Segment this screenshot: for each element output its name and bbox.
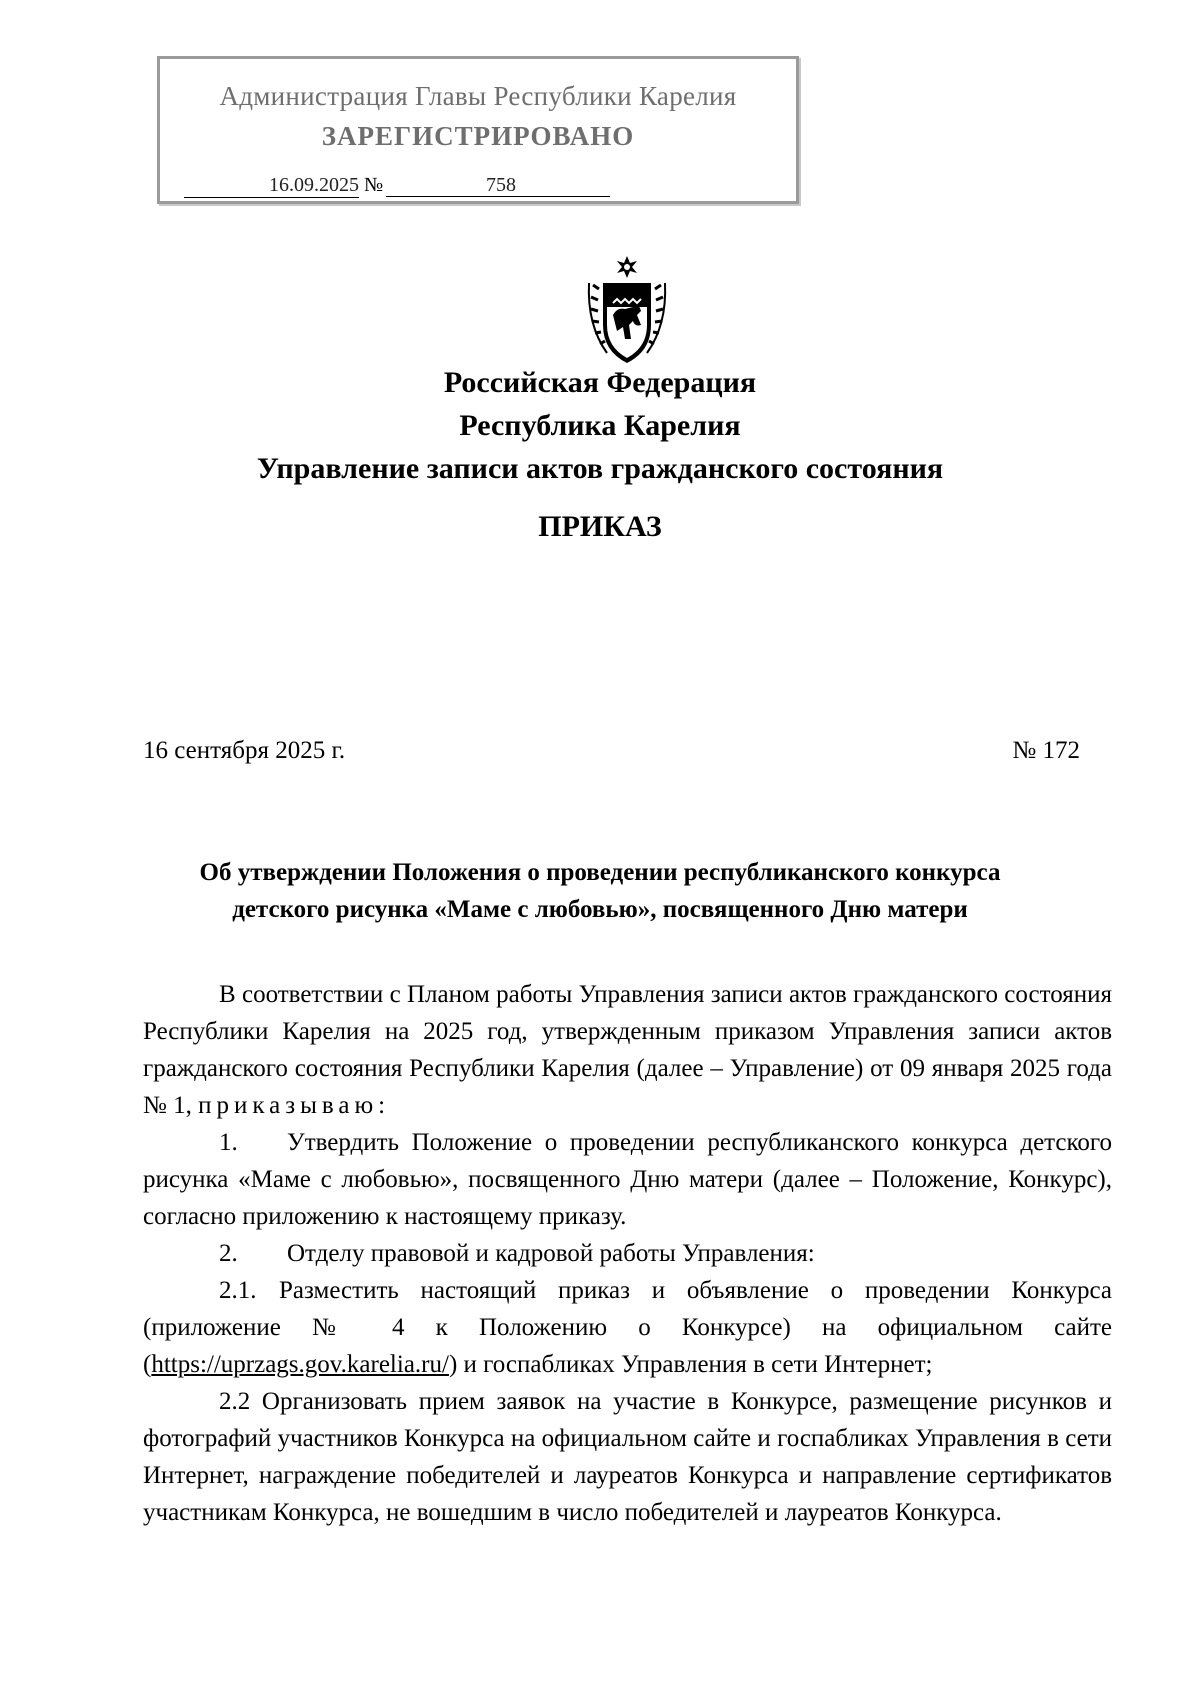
stamp-date: 16.09.2025 bbox=[184, 173, 359, 198]
item-2-2-text: 2.2 Организовать прием заявок на участие в Конкурсе, размещение рисунков и фотографий участников Конкурса на официальном сайте и госпабликах Управления в сети Интернет, награждение победителей и лауреатов Конкурса и направление сертификатов участникам Конкурса, не вошедшим в число победителей и лауреатов Конкурса. bbox=[143, 1388, 1112, 1526]
stamp-organization: Администрация Главы Республики Карелия bbox=[219, 81, 737, 111]
item-1-text: Утвердить Положение о проведении республиканского конкурса детского рисунка «Маме с любовью», посвященного Дню матери (далее – Положение, Конкурс), согласно приложению к настоящему приказу. bbox=[143, 1129, 1112, 1230]
header-agency: Управление записи актов гражданского состояния bbox=[256, 452, 944, 485]
stamp-number: 758 bbox=[386, 173, 610, 197]
item-1-number: 1. bbox=[219, 1129, 238, 1156]
item-2-2 bbox=[143, 1383, 1112, 1531]
item-1 bbox=[143, 1124, 1112, 1235]
official-site-link[interactable]: https://uprzags.gov.karelia.ru/ bbox=[151, 1351, 449, 1378]
intro-text: В соответствии с Планом работы Управления записи актов гражданского состояния Республики Карелия на 2025 год, утвержденным приказом Управления записи актов гражданского состояния Республики Карелия (далее – Управление) от 09 января 2025 года № 1, bbox=[143, 981, 1112, 1119]
item-2 bbox=[143, 1235, 1112, 1272]
item-2-text: Отделу правовой и кадровой работы Управления: bbox=[287, 1240, 815, 1267]
order-subject bbox=[100, 854, 1100, 928]
order-date: 16 сентября 2025 г. bbox=[143, 737, 346, 764]
item-2-1-text-a: Разместить настоящий приказ и объявление о проведении Конкурса (приложение № 4 к Положению о Конкурсе) на официальном сайте ( bbox=[143, 1277, 1112, 1378]
registration-stamp bbox=[157, 56, 799, 204]
item-2-1-number: 2.1. bbox=[219, 1277, 257, 1304]
subject-line-2: детского рисунка «Маме с любовью», посвященного Дню матери bbox=[232, 896, 968, 923]
intro-paragraph bbox=[143, 976, 1112, 1124]
header-country: Российская Федерация bbox=[443, 366, 757, 399]
document-type: ПРИКАЗ bbox=[538, 510, 662, 543]
header-republic: Республика Карелия bbox=[459, 409, 741, 442]
intro-verb: приказываю: bbox=[198, 1092, 391, 1119]
item-2-1 bbox=[143, 1272, 1112, 1383]
order-body bbox=[143, 976, 1112, 1531]
stamp-number-label: № bbox=[364, 174, 384, 196]
stamp-status: ЗАРЕГИСТРИРОВАНО bbox=[321, 121, 635, 151]
subject-line-1: Об утверждении Положения о проведении республиканского конкурса bbox=[199, 859, 1001, 886]
karelia-coat-of-arms-icon bbox=[583, 255, 671, 371]
order-number: № 172 bbox=[1012, 737, 1080, 764]
item-2-number: 2. bbox=[219, 1240, 238, 1267]
item-2-1-text-b: ) и госпабликах Управления в сети Интернет; bbox=[448, 1351, 933, 1378]
